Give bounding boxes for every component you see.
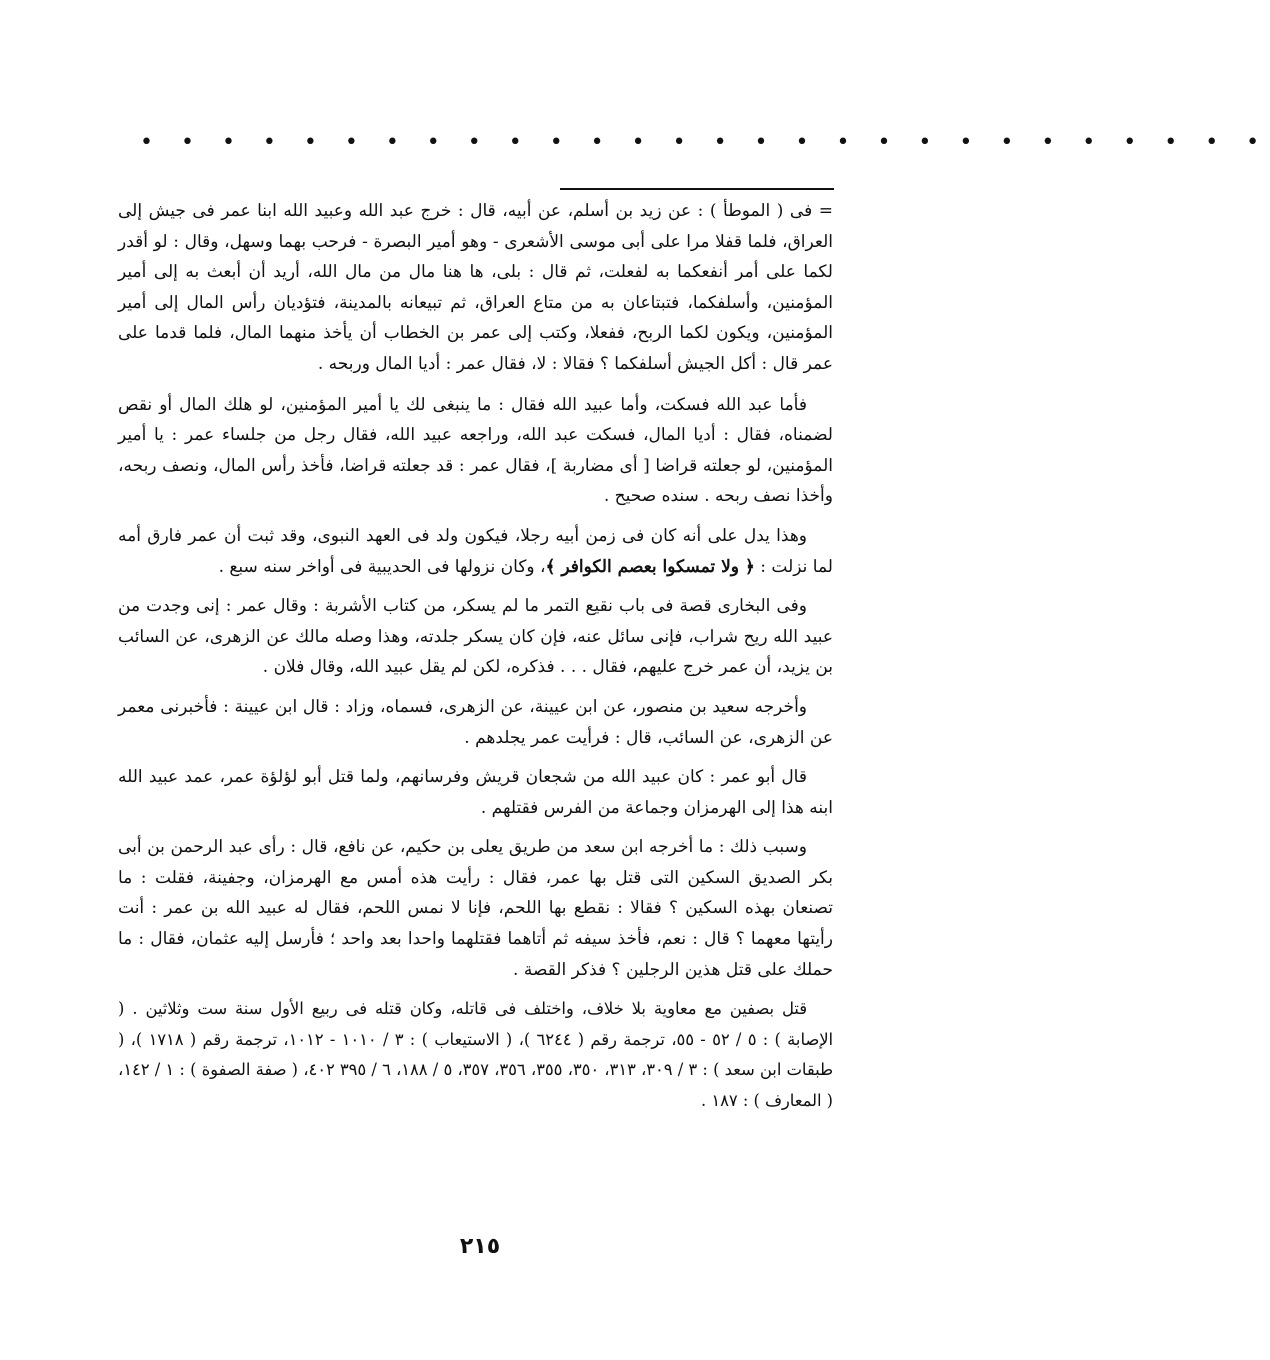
quran-verse: ﴿ ولا تمسكوا بعصم الكوافر ﴾ <box>545 556 755 577</box>
paragraph-text: وهذا يدل على أنه كان فى زمن أبيه رجلا، فيكون ولد فى العهد النبوى، وقد ثبت أن عمر فارق أمه لما نزلت : <box>118 525 833 577</box>
page-number: ٢١٥ <box>459 1234 501 1259</box>
continuation-mark: = <box>818 201 834 221</box>
paragraph-text: ، وكان نزولها فى الحديبية فى أواخر سنه سبع . <box>218 556 546 577</box>
footnote-paragraph-references: قتل بصفين مع معاوية بلا خلاف، واختلف فى قاتله، وكان قتله فى ربيع الأول سنة ست وثلاثين . ( الإصابة ) : ٥ / ٥٢ - ٥٥، ترجمة رقم ( ٦٢٤٤ )، ( الاستيعاب ) : ٣ / ١٠١٠ - ١٠١٢، ترجمة رقم ( ١٧١٨ )، ( طبقات ابن سعد ) : ٣ / ٣٠٩، ٣١٣، ٣٥٠، ٣٥٥، ٣٥٦، ٣٥٧، ٥ / ١٨٨، ٦ / ٣٩٥ ٤٠٢، ( صفة الصفوة ) : ١ / ١٤٢، ( المعارف ) : ١٨٧ . <box>118 999 834 1111</box>
footnote-body <box>118 196 833 1126</box>
ornamental-dot-divider: • • • • • • • • • • • • • • • • • • • • • • • • • • • • <box>140 130 1270 155</box>
footnote-separator-rule <box>560 188 834 190</box>
footnote-paragraph-muwatta <box>118 196 833 380</box>
footnote-paragraph-ibn-saad: وسبب ذلك : ما أخرجه ابن سعد من طريق يعلى بن حكيم، عن نافع، قال : رأى عبد الرحمن بن أبى بكر الصديق السكين التى قتل بها عمر، فقال : رأيت هذه أمس مع الهرمزان، وجفينة، فقلت : ما تصنعان بهذه السكين ؟ فقالا : نقطع بها اللحم، فإنا لا نمس اللحم، فقال له عبيد الله بن عمر : أنت رأيتها معهما ؟ قال : نعم، فأخذ سيفه ثم أتاهما فقتلهما واحدا بعد واحد ؛ فأرسل إليه عثمان، فقال : ما حملك على قتل هذين الرجلين ؟ فذكر القصة . <box>118 837 833 980</box>
footnote-paragraph-birth <box>118 521 833 582</box>
footnote-paragraph-abu-umar: قال أبو عمر : كان عبيد الله من شجعان قريش وفرسانهم، ولما قتل أبو لؤلؤة عمر، عمد عبيد الله ابنه هذا إلى الهرمزان وجماعة من الفرس فقتلهم . <box>118 767 833 818</box>
footnote-paragraph-bukhari: وفى البخارى قصة فى باب نقيع التمر ما لم يسكر، من كتاب الأشربة : وقال عمر : إنى وجدت من عبيد الله ريح شراب، فإنى سائل عنه، فإن كان يسكر جلدته، وهذا وصله مالك عن الزهرى، عن السائب بن يزيد، أن عمر خرج عليهم، فقال . . . فذكره، لكن لم يقل عبيد الله، وقال فلان . <box>118 596 833 678</box>
footnote-paragraph-qirad: فأما عبد الله فسكت، وأما عبيد الله فقال : ما ينبغى لك يا أمير المؤمنين، لو هلك المال أو نقص لضمناه، فقال : أديا المال، فسكت عبد الله، وراجعه عبيد الله، فقال رجل من جلساء عمر : يا أمير المؤمنين، لو جعلته قراضا [ أى مضاربة ]، فقال عمر : قد جعلته قراضا، فأخذ رأس المال، ونصف ربحه، وأخذا نصف ربحه . سنده صحيح . <box>118 394 833 507</box>
paragraph-text: فى ( الموطأ ) : عن زيد بن أسلم، عن أبيه، قال : خرج عبد الله وعبيد الله ابنا عمر فى جيش إلى العراق، فلما قفلا مرا على أبى موسى الأشعرى - وهو أمير البصرة - فرحب بهما وسهل، وقال : لو أقدر لكما على أمر أنفعكما به لفعلت، ثم قال : بلى، ها هنا مال من مال الله، أريد أن أبعث به إلى أمير المؤمنين، وأسلفكما، فتبتاعان به من متاع العراق، ثم تبيعانه بالمدينة، فتؤديان رأس المال إلى أمير المؤمنين، ويكون لكما الربح، ففعلا، وكتب إلى عمر بن الخطاب أن يأخذ منهما المال، فلما قدما على عمر قال : أكل الجيش أسلفكما ؟ فقالا : لا، فقال عمر : أديا المال وربحه . <box>118 201 833 374</box>
footnote-paragraph-saeed: وأخرجه سعيد بن منصور، عن ابن عيينة، عن الزهرى، فسماه، وزاد : قال ابن عيينة : فأخبرنى معمر عن الزهرى، عن السائب، قال : فرأيت عمر يجلدهم . <box>118 696 833 748</box>
